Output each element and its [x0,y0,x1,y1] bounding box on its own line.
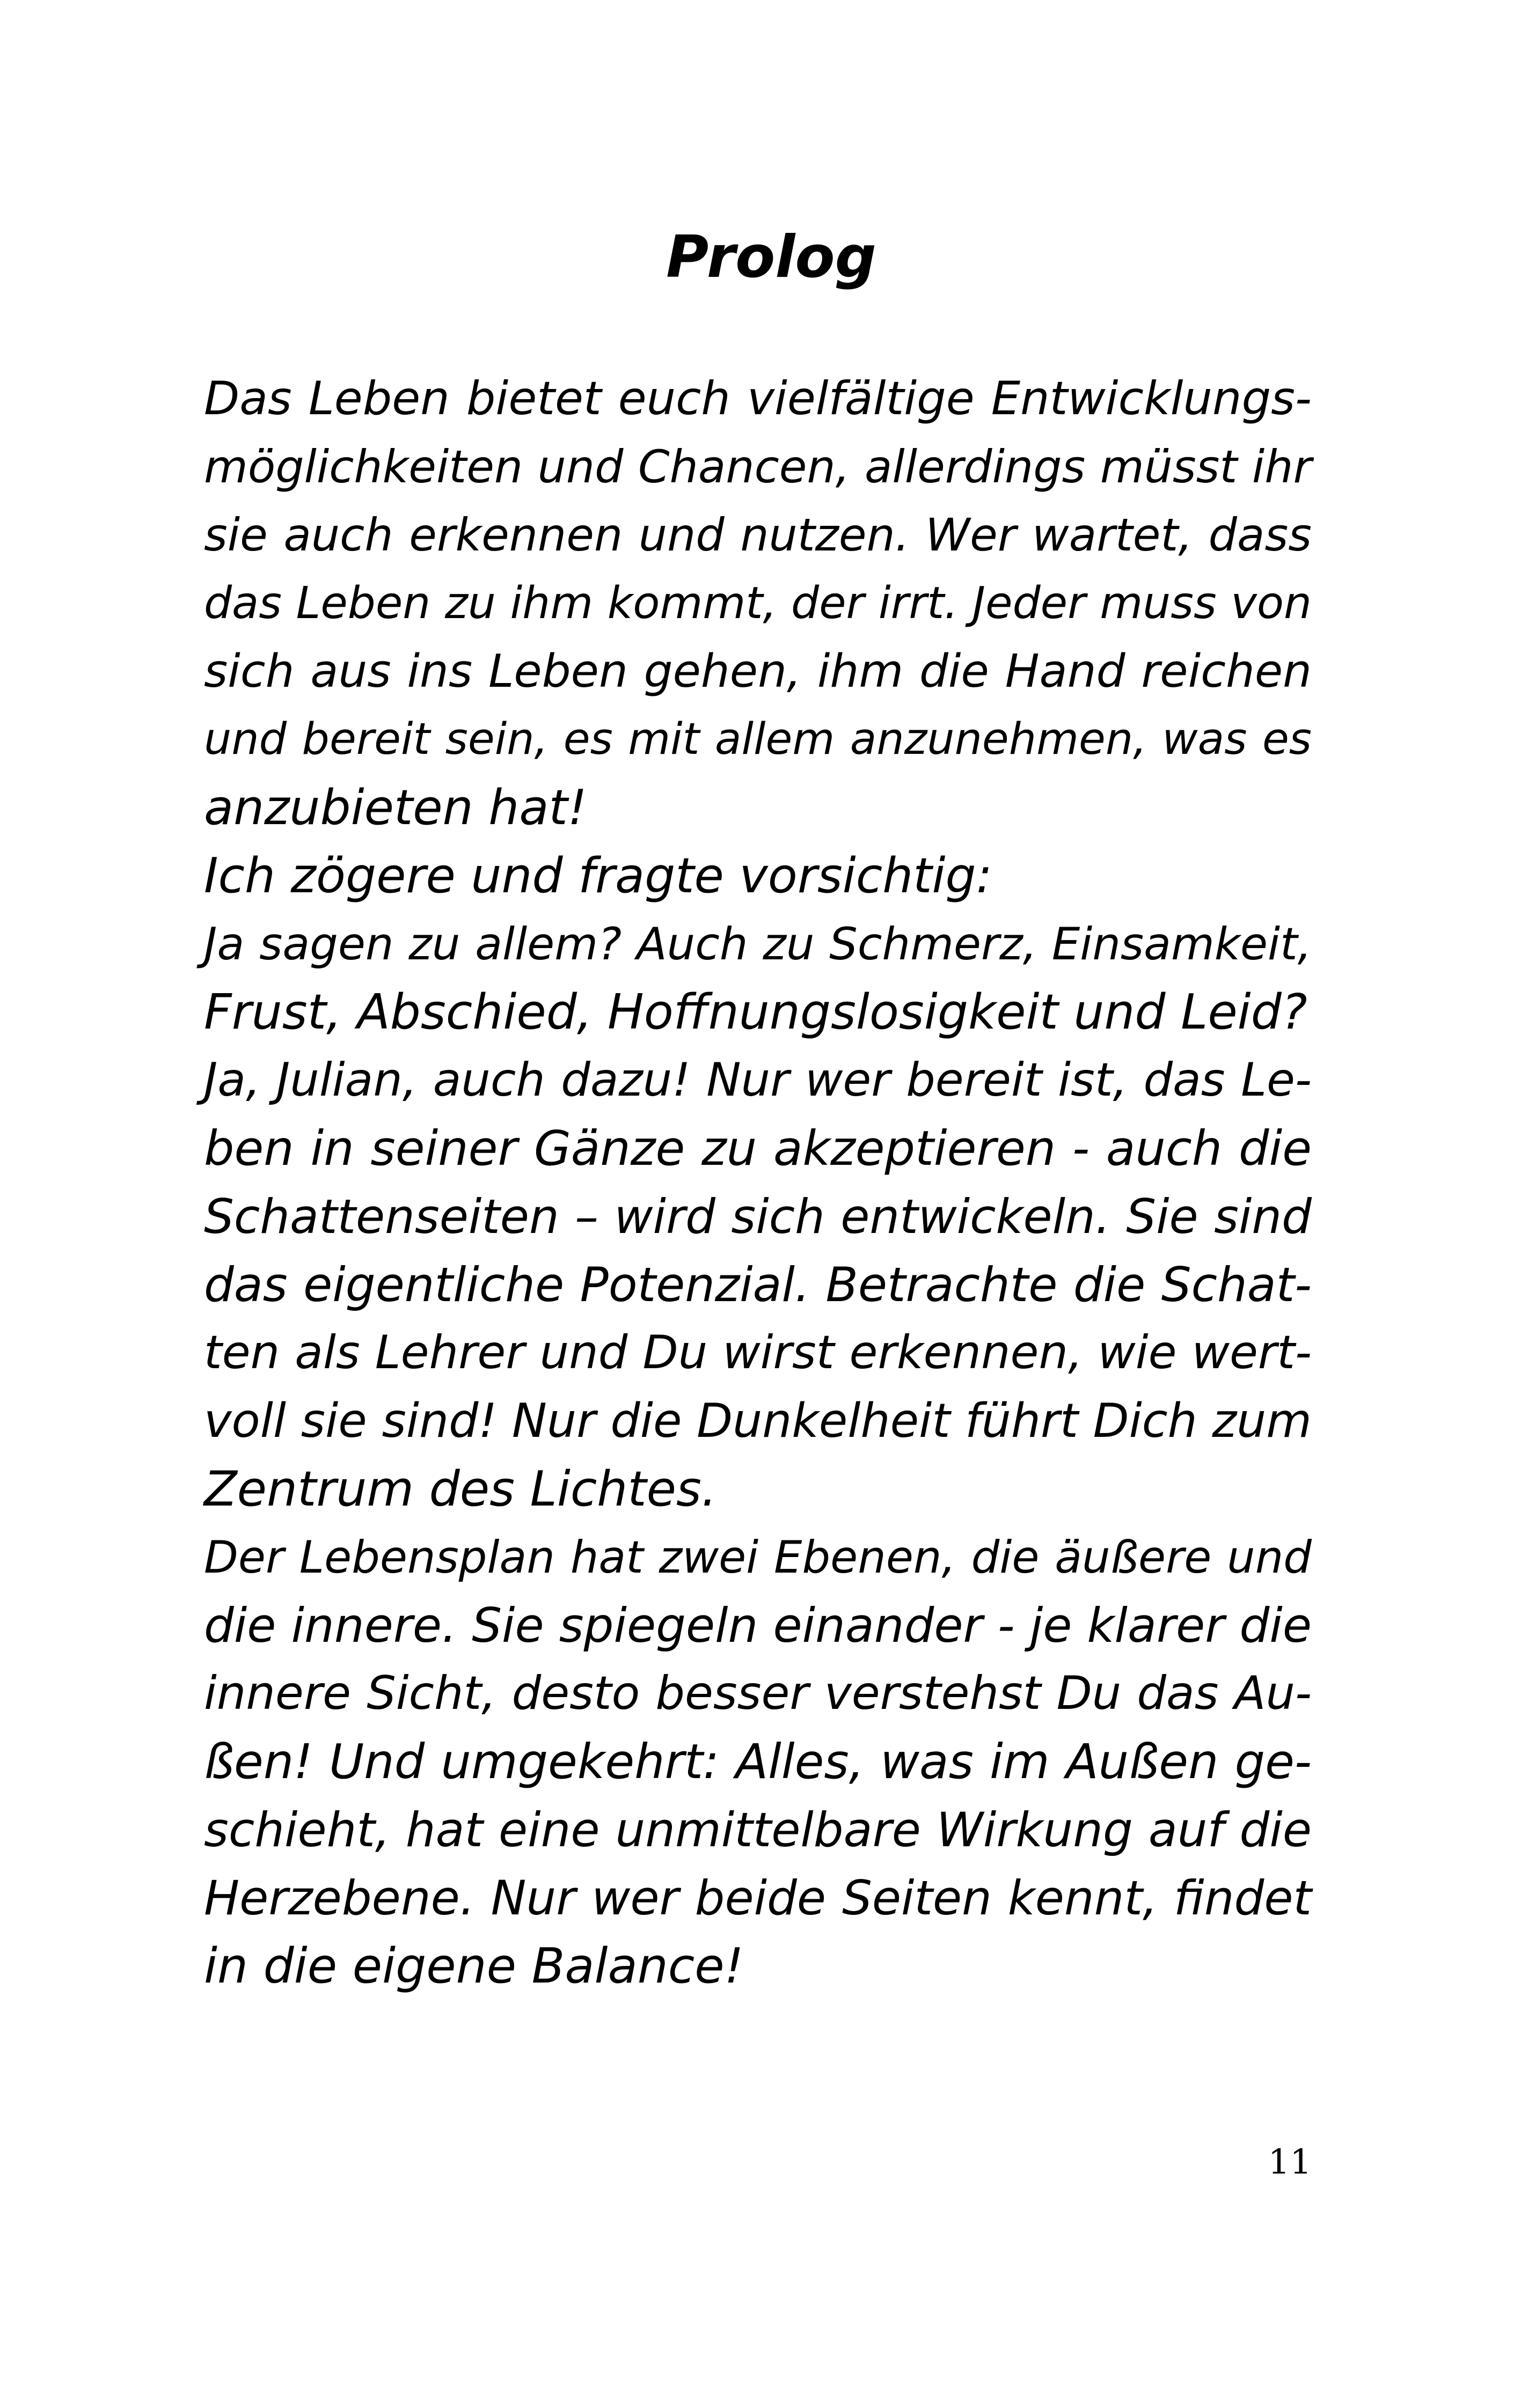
text-line: Ja sagen zu allem? Auch zu Schmerz, Einsamkeit, [204,918,1312,970]
text-line: in die eigene Balance! [204,1938,744,1994]
text-line: das eigentliche Potenzial. Betrachte die Schat- [204,1257,1312,1312]
text-line: die innere. Sie spiegeln einander - je klarer die [204,1598,1312,1653]
text-line: Zentrum des Lichtes. [204,1461,717,1517]
text-line: ben in seiner Gänze zu akzeptieren - auch die [204,1120,1312,1176]
text-line: ßen! Und umgekehrt: Alles, was im Außen ge- [204,1734,1312,1789]
body-text [204,365,1312,2000]
text-line: Schattenseiten – wird sich entwickeln. Sie sind [204,1189,1312,1244]
text-line: schieht, hat eine unmittelbare Wirkung auf die [204,1802,1312,1858]
text-line: ten als Lehrer und Du wirst erkennen, wie wert- [204,1326,1312,1379]
text-line: innere Sicht, desto besser verstehst Du das Au- [204,1666,1312,1720]
text-line: sich aus ins Leben gehen, ihm die Hand reichen [204,645,1312,698]
text-line: Das Leben bietet euch vielfältige Entwicklungs- [204,372,1312,425]
text-line: möglichkeiten und Chancen, allerdings müsst ihr [204,441,1312,493]
page-number: 11 [1268,2142,1312,2182]
text-line: Herzebene. Nur wer beide Seiten kennt, findet [204,1870,1312,1926]
text-line: anzubieten hat! [204,780,587,836]
text-line: und bereit sein, es mit allem anzunehmen, was es [204,714,1312,765]
text-line: Der Lebensplan hat zwei Ebenen, die äußere und [204,1531,1312,1583]
text-line: Ja, Julian, auch dazu! Nur wer bereit ist, das Le- [204,1053,1312,1107]
chapter-title: Prolog [666,224,876,291]
text-line: sie auch erkennen und nutzen. Wer wartet, dass [204,509,1312,561]
text-line: Ich zögere und fragte vorsichtig: [204,848,993,904]
text-line: voll sie sind! Nur die Dunkelheit führt Dich zum [204,1393,1312,1448]
text-line: das Leben zu ihm kommt, der irrt. Jeder muss von [204,578,1312,629]
text-line: Frust, Abschied, Hoffnungslosigkeit und Leid? [204,984,1307,1040]
